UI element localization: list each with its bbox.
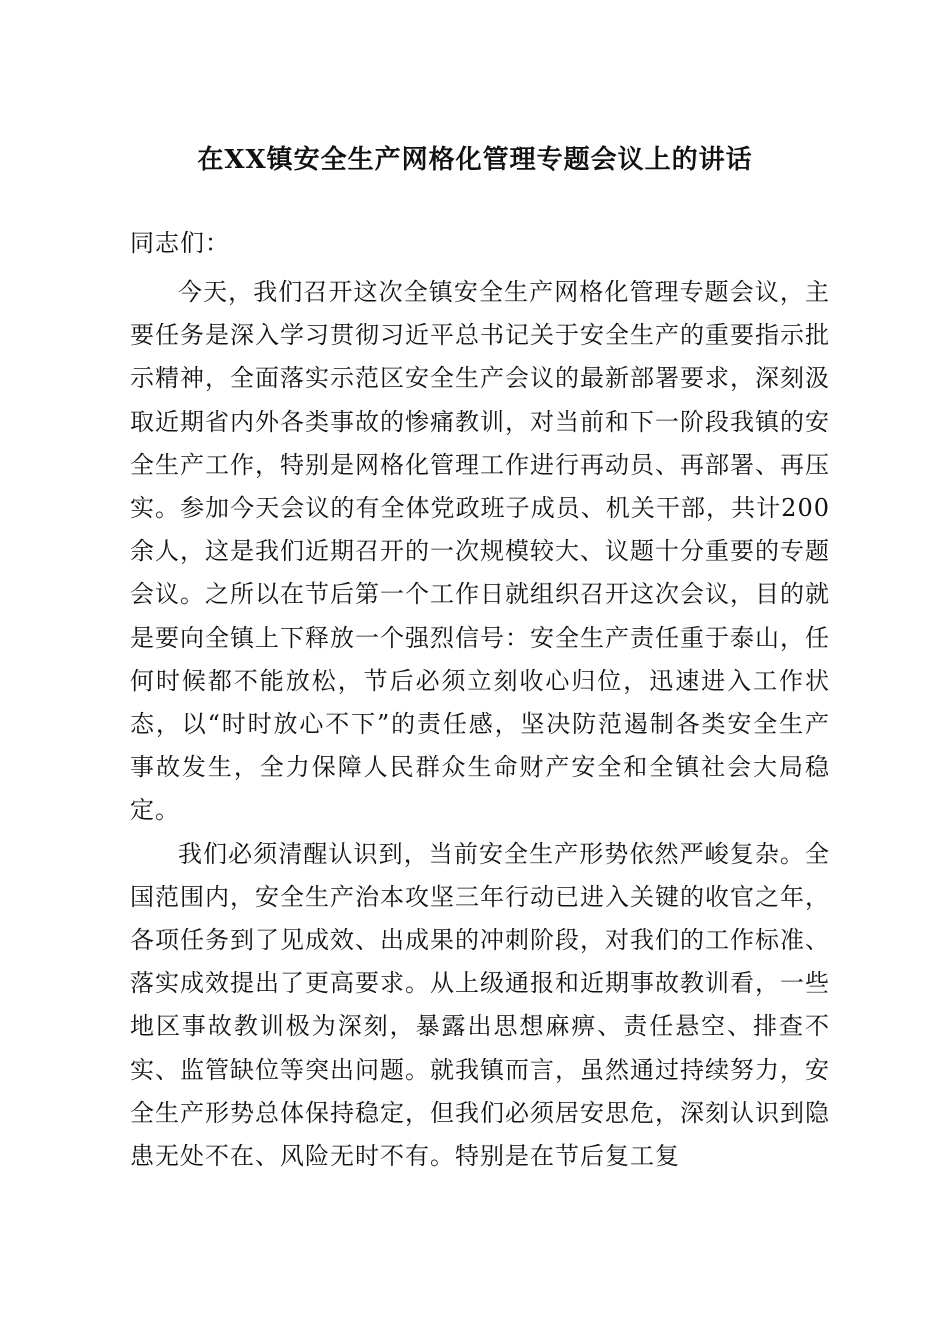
document-title: 在XX镇安全生产网格化管理专题会议上的讲话: [197, 145, 753, 175]
paragraph-1: 今天，我们召开这次全镇安全生产网格化管理专题会议，主要任务是深入学习贯彻习近平总书记关于安全生产的重要指示批示精神，全面落实示范区安全生产会议的最新部署要求，深刻汲取近期省内外各类事故的惨痛教训，对当前和下一阶段我镇的安全生产工作，特别是网格化管理工作进行再动员、再部署、再压实。参加今天会议的有全体党政班子成员、机关干部，共计200余人，这是我们近期召开的一次规模较大、议题十分重要的专题会议。之所以在节后第一个工作日就组织召开这次会议，目的就是要向全镇上下释放一个强烈信号：安全生产责任重于泰山，任何时候都不能放松，节后必须立刻收心归位，迅速进入工作状态，以“时时放心不下”的责任感，坚决防范遏制各类安全生产事故发生，全力保障人民群众生命财产安全和全镇社会大局稳定。: [130, 278, 830, 825]
paragraph-2: 我们必须清醒认识到，当前安全生产形势依然严峻复杂。全国范围内，安全生产治本攻坚三年行动已进入关键的收官之年，各项任务到了见成效、出成果的冲刺阶段，对我们的工作标准、落实成效提出了更高要求。从上级通报和近期事故教训看，一些地区事故教训极为深刻，暴露出思想麻痹、责任悬空、排查不实、监管缺位等突出问题。就我镇而言，虽然通过持续努力，安全生产形势总体保持稳定，但我们必须居安思危，深刻认识到隐患无处不在、风险无时不有。特别是在节后复工复: [130, 839, 830, 1171]
document-body: [130, 271, 830, 1178]
salutation: 同志们：: [130, 229, 230, 257]
